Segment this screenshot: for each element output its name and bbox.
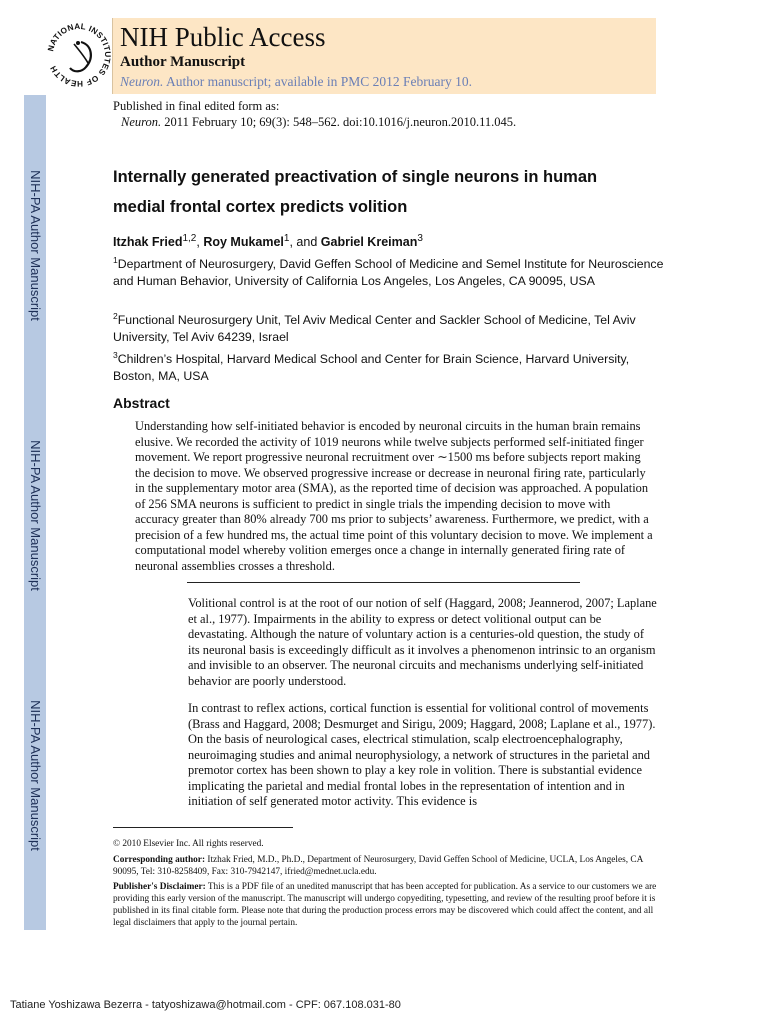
side-label-3: NIH-PA Author Manuscript (27, 699, 43, 851)
divider (187, 582, 580, 583)
nih-header (112, 18, 656, 94)
side-banner (24, 95, 46, 930)
published-label: Published in final edited form as: (113, 99, 280, 113)
corresponding-author-note: Corresponding author: Itzhak Fried, M.D., Ph.D., Department of Neurosurgery, David Geffen School of Medicine, UCLA, Los Angeles, CA 90095, Tel: 310-8258409, Fax: 310-7942147, ifried@mednet.ucla.edu. (113, 855, 643, 877)
abstract-text: Understanding how self-initiated behavior is encoded by neuronal circuits in the human brain remains elusive. We recorded the activity of 1019 neurons while twelve subjects performed self-initiated finger movement. We report progressive neuronal recruitment over ∼1500 ms before subjects report making the decision to move. We observed progressive increase or decrease in neuronal firing rate, particularly in the supplementary motor area (SMA), as the reported time of decision was approached. A population of 256 SMA neurons is sufficient to predict in single trials the impending decision to move with accuracy greater than 80% already 700 ms prior to subjects’ awareness. Furthermore, we predict, with a precision of a few hundred ms, the actual time point of this voluntary decision to move. We implement a computational model whereby volition emerges once a change in internally generated firing rate of neuronal assemblies crosses a threshold. (135, 419, 653, 573)
publisher-disclaimer: Publisher's Disclaimer: This is a PDF file of an unedited manuscript that has been accepted for publication. As a service to our customers we are providing this early version of the manuscript. The manuscript will undergo copyediting, typesetting, and review of the resulting proof before it is published in its final citable form. Please note that during the production process errors may be discovered which could affect the content, and all legal disclaimers that apply to the journal pertain. (113, 882, 657, 928)
affiliation-1: $^1$Department of Neurosurgery, David Geffen School of Medicine and Semel Institute for Neuroscience and Human Behavior, University of California Los Angeles, Los Angeles, CA 90095, USA (113, 255, 664, 289)
watermark-line: Tatiane Yoshizawa Bezerra - tatyoshizawa@hotmail.com - CPF: 067.108.031-80 (10, 999, 401, 1011)
header-availability: Neuron. Author manuscript; available in PMC 2012 February 10. (120, 74, 472, 89)
seal-text: NATIONAL INSTITUTES OF HEALTH (46, 21, 113, 89)
side-label-2: NIH-PA Author Manuscript (27, 439, 43, 591)
citation: Neuron. 2011 February 10; 69(3): 548–562. doi:10.1016/j.neuron.2010.11.045. (121, 115, 517, 129)
header-title: NIH Public Access (120, 22, 326, 52)
body-paragraph-2: In contrast to reflex actions, cortical function is essential for volitional control of movements (Brass and Haggard, 2008; Desmurget and Sirigu, 2009; Haggard, 2008; Laplane et al., 1977). On the basis of neurological cases, electrical stimulation, scalp electroencephalography, neuroimaging studies and animal neurophysiology, a network of structures in the parietal and premotor cortex has been shown to play a key role in volition. There is substantial evidence implicating the parietal and medial frontal lobes in the representation of intention and in initiation of self generated motor activity. This evidence is (188, 701, 656, 808)
abstract-heading: Abstract (113, 395, 170, 411)
body-paragraph-1: Volitional control is at the root of our notion of self (Haggard, 2008; Jeannerod, 2007; Laplane et al., 1977). Impairments in the ability to express or detect volitional output can be devastating. Although the nature of voluntary action is a centuries-old question, the study of its neuronal basis is exceedingly difficult as it involves a phenomenon intrinsic to an organism and invisible to an observer. The neuronal circuits and mechanisms underlying self-initiated behavior are poorly understood. (188, 596, 657, 688)
footnote-divider (113, 827, 293, 828)
nih-seal-logo (44, 20, 114, 90)
copyright-note: © 2010 Elsevier Inc. All rights reserved. (113, 839, 264, 849)
article-title: Internally generated preactivation of single neurons in human medial frontal cortex predicts volition (113, 168, 598, 216)
author-list: Itzhak Fried$^{1,2}$, Roy Mukamel$^1$, and Gabriel Kreiman$^3$ (113, 233, 423, 250)
affiliation-2: $^2$Functional Neurosurgery Unit, Tel Aviv Medical Center and Sackler School of Medicine, Tel Aviv University, Tel Aviv 64239, Israel (113, 311, 636, 345)
side-label-1: NIH-PA Author Manuscript (27, 169, 43, 321)
header-subtitle: Author Manuscript (120, 54, 246, 70)
affiliation-3: $^3$Children’s Hospital, Harvard Medical School and Center for Brain Science, Harvard University, Boston, MA, USA (113, 350, 630, 384)
svg-text:NATIONAL INSTITUTES OF HEALTH (46, 22, 112, 88)
